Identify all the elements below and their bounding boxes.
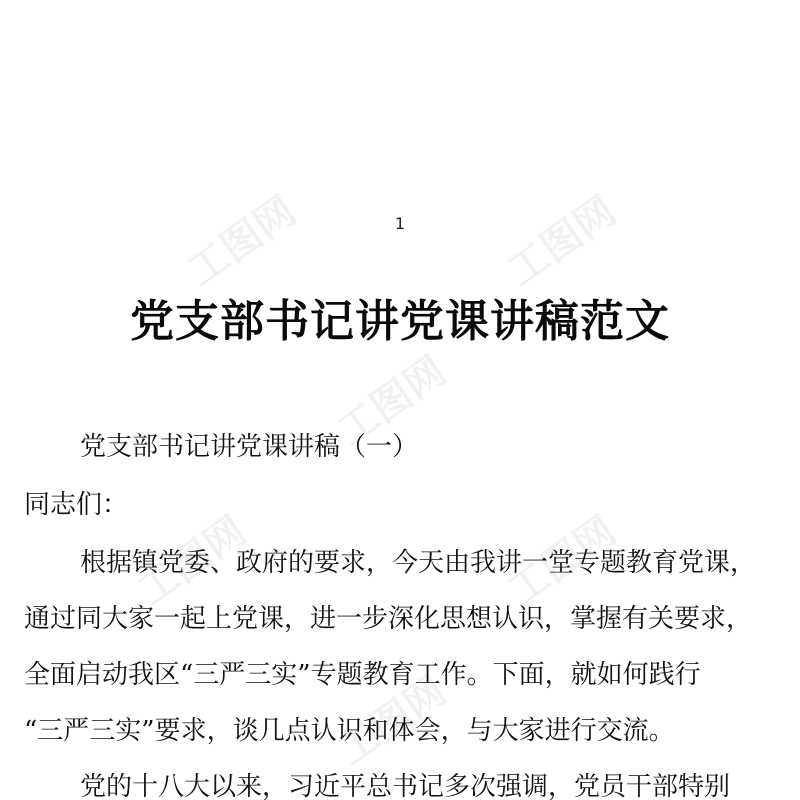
watermark: 工图网 xyxy=(329,668,455,775)
page-number: 1 xyxy=(394,214,406,233)
watermark: 工图网 xyxy=(179,188,305,295)
body-line: 全面启动我区“三严三实”专题教育工作。下面，就如何践行 xyxy=(24,660,701,690)
body-line: 通过同大家一起上党课，进一步深化思想认识，掌握有关要求， xyxy=(24,604,753,634)
body-line: 党的十八大以来，习近平总书记多次强调，党员干部特别 xyxy=(80,772,731,800)
body-line: “三严三实”要求，谈几点认识和体会，与大家进行交流。 xyxy=(24,716,675,746)
body-line: 根据镇党委、政府的要求，今天由我讲一堂专题教育党课， xyxy=(80,548,757,578)
watermark: 工图网 xyxy=(499,188,625,295)
watermark: 工图网 xyxy=(329,348,455,455)
watermark: 工图网 xyxy=(129,508,255,615)
document-title: 党支部书记讲党课讲稿范文 xyxy=(130,296,670,347)
salutation-line: 同志们： xyxy=(24,490,129,520)
subtitle-line: 党支部书记讲党课讲稿（一） xyxy=(80,432,419,462)
watermark: 工图网 xyxy=(499,508,625,615)
